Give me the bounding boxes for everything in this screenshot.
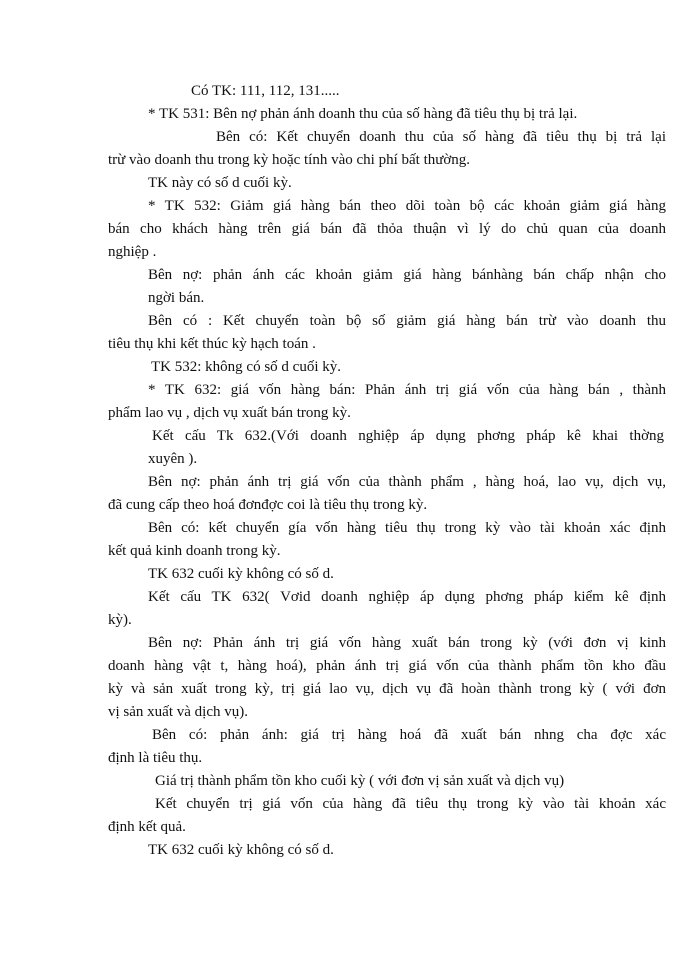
text-line: Kết cấu TK 632( Vơid doanh nghiệp áp dụng phơng pháp kiểm kê định: [148, 589, 666, 605]
text-line: Bên nợ: phản ánh các khoản giảm giá hàng bánhàng bán chấp nhận cho: [148, 267, 666, 283]
text-line: định là tiêu thụ.: [108, 750, 203, 766]
text-line: xuyên ).: [148, 451, 198, 467]
text-line: trừ vào doanh thu trong kỳ hoặc tính vào chi phí bất thường.: [108, 152, 471, 168]
text-line: định kết quả.: [108, 819, 186, 835]
text-line: * TK 531: Bên nợ phản ánh doanh thu của số hàng đã tiêu thụ bị trả lại.: [148, 106, 578, 122]
text-line: vị sản xuất và dịch vụ).: [108, 704, 248, 720]
text-line: Có TK: 111, 112, 131.....: [191, 83, 340, 99]
text-line: TK 632 cuối kỳ không có số d.: [148, 566, 334, 582]
text-line: TK 632 cuối kỳ không có số d.: [148, 842, 334, 858]
text-line: Bên có: phản ánh: giá trị hàng hoá đã xuất bán nhng cha đợc xác: [152, 727, 666, 743]
text-line: bán cho khách hàng trên giá bán đã thỏa thuận vì lý do chủ quan của doanh: [108, 221, 666, 237]
text-line: phẩm lao vụ , dịch vụ xuất bán trong kỳ.: [108, 405, 351, 421]
text-line: nghiệp .: [108, 244, 157, 260]
text-line: Giá trị thành phẩm tồn kho cuối kỳ ( với đơn vị sản xuất và dịch vụ): [155, 773, 565, 789]
text-line: doanh hàng vật t, hàng hoá), phản ánh trị giá vốn của thành phẩm tồn kho đầu: [108, 658, 666, 674]
text-line: Kết chuyển trị giá vốn của hàng đã tiêu thụ trong kỳ vào tài khoản xác: [155, 796, 666, 812]
text-line: * TK 532: Giảm giá hàng bán theo dõi toàn bộ các khoản giảm giá hàng: [148, 198, 666, 214]
text-line: tiêu thụ khi kết thúc kỳ hạch toán .: [108, 336, 316, 352]
text-line: Kết cấu Tk 632.(Với doanh nghiệp áp dụng phơng pháp kê khai thờng: [152, 428, 664, 444]
text-line: Bên nợ: Phản ánh trị giá vốn hàng xuất bán trong kỳ (với đơn vị kinh: [148, 635, 666, 651]
text-line: Bên nợ: phản ánh trị giá vốn của thành phẩm , hàng hoá, lao vụ, dịch vụ,: [148, 474, 666, 490]
text-line: đã cung cấp theo hoá đơnđợc coi là tiêu thụ trong kỳ.: [108, 497, 428, 513]
text-line: Bên có : Kết chuyển toàn bộ số giảm giá hàng bán trừ vào doanh thu: [148, 313, 666, 329]
text-line: Bên có: Kết chuyển doanh thu của số hàng đã tiêu thụ bị trả lại: [216, 129, 666, 145]
text-line: TK này có số d cuối kỳ.: [148, 175, 292, 191]
text-line: kỳ).: [108, 612, 132, 628]
text-line: kỳ và sản xuất trong kỳ, trị giá lao vụ, dịch vụ đã hoàn thành trong kỳ ( với đơn: [108, 681, 666, 697]
text-line: ngời bán.: [148, 290, 205, 306]
text-line: Bên có: kết chuyển gía vốn hàng tiêu thụ trong kỳ vào tài khoản xác định: [148, 520, 666, 536]
text-line: kết quả kinh doanh trong kỳ.: [108, 543, 281, 559]
text-line: * TK 632: giá vốn hàng bán: Phản ánh trị giá vốn của hàng bán , thành: [148, 382, 666, 398]
text-line: TK 532: không có số d cuối kỳ.: [151, 359, 341, 375]
